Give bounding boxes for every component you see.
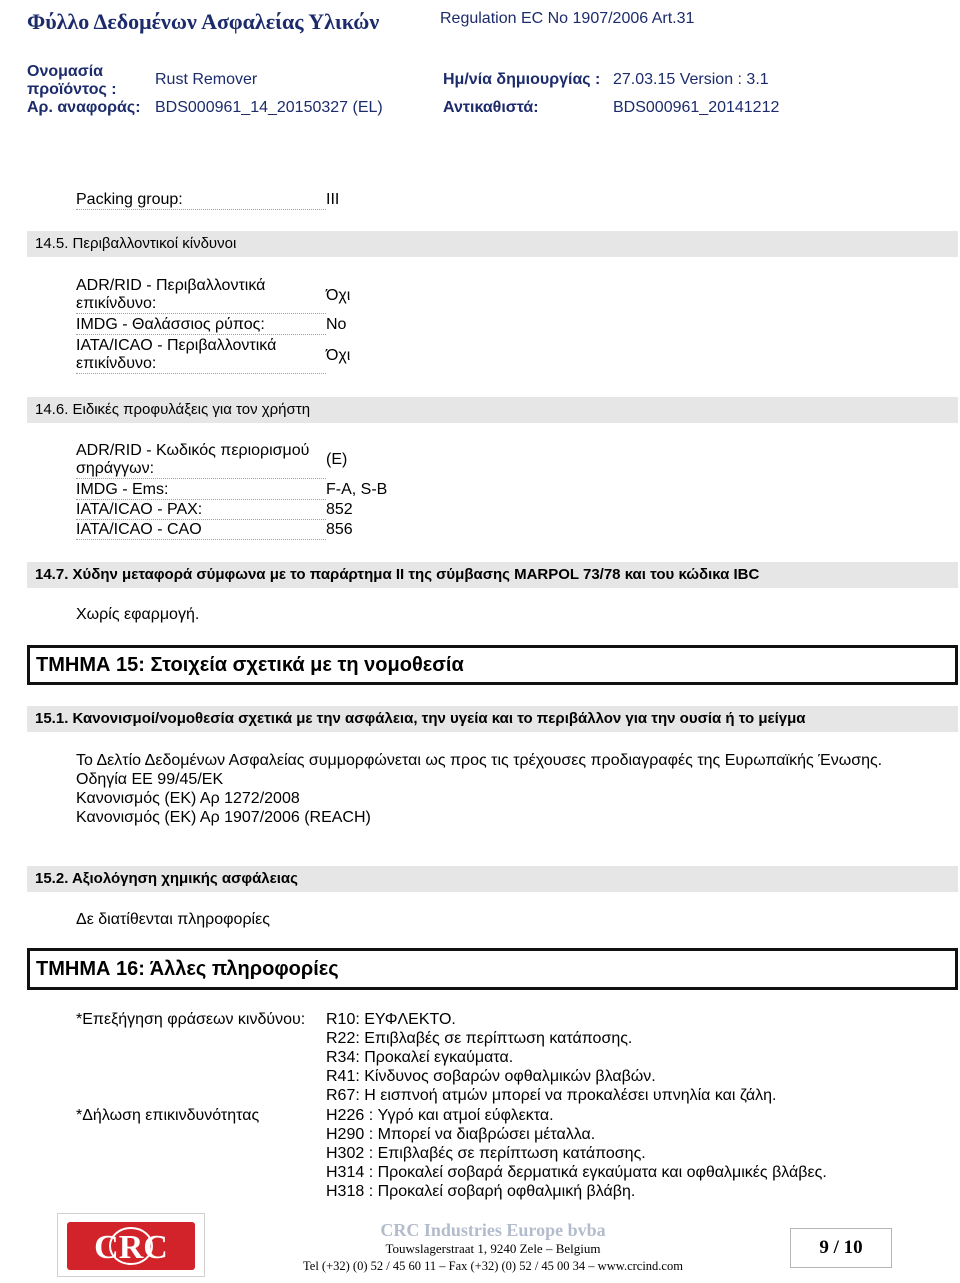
- list-item: H226 : Υγρό και ατμοί εύφλεκτα.: [326, 1107, 554, 1124]
- regulation-line: Κανονισμός (ΕΚ) Αρ 1272/2008: [76, 790, 300, 807]
- list-item: H302 : Επιβλαβές σε περίπτωση κατάποσης.: [326, 1145, 646, 1162]
- compliance-statement: Το Δελτίο Δεδομένων Ασφαλείας συμμορφώνεται ως προς τις τρέχουσες προδιαγραφές της Ευρωπαϊκής Ένωσης.: [76, 752, 883, 769]
- supersedes-label: Αντικαθιστά:: [443, 99, 539, 116]
- reference-number-label: Αρ. αναφοράς:: [27, 99, 141, 116]
- list-item: R22: Επιβλαβές σε περίπτωση κατάποσης.: [326, 1030, 633, 1047]
- list-item: H290 : Μπορεί να διαβρώσει μέταλλα.: [326, 1126, 596, 1143]
- company-contact: Tel (+32) (0) 52 / 45 60 11 – Fax (+32) (0) 52 / 45 00 34 – www.crcind.com: [303, 1259, 683, 1273]
- r-phrases-list: [326, 1010, 776, 1105]
- section-14-6-heading: 14.6. Ειδικές προφυλάξεις για τον χρήστη: [27, 397, 958, 423]
- list-item: R34: Προκαλεί εγκαύματα.: [326, 1049, 514, 1066]
- logo-text: CRC: [94, 1229, 168, 1266]
- iata-pax-label: IATA/ICAO - PAX:: [76, 501, 326, 520]
- regulation-line: Κανονισμός (ΕΚ) Αρ 1907/2006 (REACH): [76, 809, 371, 826]
- creation-date-value: 27.03.15 Version : 3.1: [613, 71, 769, 88]
- env-hazard-iata-value: Όχι: [326, 347, 351, 364]
- section-15-1-heading: 15.1. Κανονισμοί/νομοθεσία σχετικά με την ασφάλεια, την υγεία και το περιβάλλον για την ουσία ή το μείγμα: [27, 706, 958, 732]
- product-name-value: Rust Remover: [155, 71, 258, 88]
- hazard-statements-label: *Δήλωση επικινδυνότητας: [76, 1107, 260, 1124]
- list-item: H314 : Προκαλεί σοβαρά δερματικά εγκαύματα και οφθαλμικές βλάβες.: [326, 1164, 827, 1181]
- iata-cao-value: 856: [326, 521, 353, 538]
- section-16-title: ΤΜΗΜΑ 16: Άλλες πληροφορίες: [27, 948, 958, 990]
- env-hazard-adr-value: Όχι: [326, 287, 351, 304]
- packing-group-label: Packing group:: [76, 191, 326, 210]
- creation-date-label: Ημ/νία δημιουργίας :: [443, 71, 601, 88]
- crc-logo: [67, 1222, 195, 1270]
- tunnel-code-label: ADR/RID - Κωδικός περιορισμού σηράγγων:: [76, 442, 326, 479]
- iata-pax-value: 852: [326, 501, 353, 518]
- imdg-ems-value: F-A, S-B: [326, 481, 388, 498]
- company-name: CRC Industries Europe bvba: [380, 1220, 606, 1240]
- section-15-2-heading: 15.2. Αξιολόγηση χημικής ασφάλειας: [27, 866, 958, 892]
- r-phrases-label: *Επεξήγηση φράσεων κινδύνου:: [76, 1011, 306, 1028]
- tunnel-code-value: (E): [326, 451, 348, 468]
- list-item: R41: Κίνδυνος σοβαρών οφθαλμικών βλαβών.: [326, 1068, 656, 1085]
- section-14-7-text: Χωρίς εφαρμογή.: [76, 606, 200, 623]
- iata-cao-label: IATA/ICAO - CAO: [76, 521, 326, 540]
- list-item: R10: ΕΥΦΛΕΚΤΟ.: [326, 1011, 456, 1028]
- env-hazard-adr-label: ADR/RID - Περιβαλλοντικά επικίνδυνο:: [76, 277, 326, 314]
- marine-pollutant-value: No: [326, 316, 347, 333]
- imdg-ems-label: IMDG - Ems:: [76, 481, 326, 500]
- reference-number-value: BDS000961_14_20150327 (EL): [155, 99, 383, 116]
- page-number: 9 / 10: [790, 1228, 892, 1268]
- section-14-7-heading: 14.7. Χύδην μεταφορά σύμφωνα με το παράρτημα II της σύμβασης MARPOL 73/78 και του κώδικα IBC: [27, 562, 958, 588]
- section-15-1-body: [76, 751, 886, 827]
- regulation-reference: Regulation EC No 1907/2006 Art.31: [440, 10, 695, 27]
- list-item: H318 : Προκαλεί σοβαρή οφθαλμική βλάβη.: [326, 1183, 636, 1200]
- list-item: R67: Η εισπνοή ατμών μπορεί να προκαλέσει υπνηλία και ζάλη.: [326, 1087, 777, 1104]
- supersedes-value: BDS000961_20141212: [613, 99, 780, 116]
- section-14-5-heading: 14.5. Περιβαλλοντικοί κίνδυνοι: [27, 231, 958, 257]
- section-15-title: ΤΜΗΜΑ 15: Στοιχεία σχετικά με τη νομοθεσία: [27, 645, 958, 685]
- document-title: Φύλλο Δεδομένων Ασφαλείας Υλικών: [27, 9, 380, 34]
- company-address: Touwslagerstraat 1, 9240 Zele – Belgium: [385, 1241, 601, 1256]
- hazard-statements-list: [326, 1106, 827, 1201]
- marine-pollutant-label: IMDG - Θαλάσσιος ρύπος:: [76, 316, 326, 335]
- product-name-label: Ονομασία προϊόντος :: [27, 63, 117, 98]
- regulation-line: Οδηγία ΕΕ 99/45/ΕΚ: [76, 771, 224, 788]
- env-hazard-iata-label: IATA/ICAO - Περιβαλλοντικά επικίνδυνο:: [76, 337, 326, 374]
- packing-group-value: III: [326, 191, 340, 208]
- section-15-2-text: Δε διατίθενται πληροφορίες: [76, 911, 270, 928]
